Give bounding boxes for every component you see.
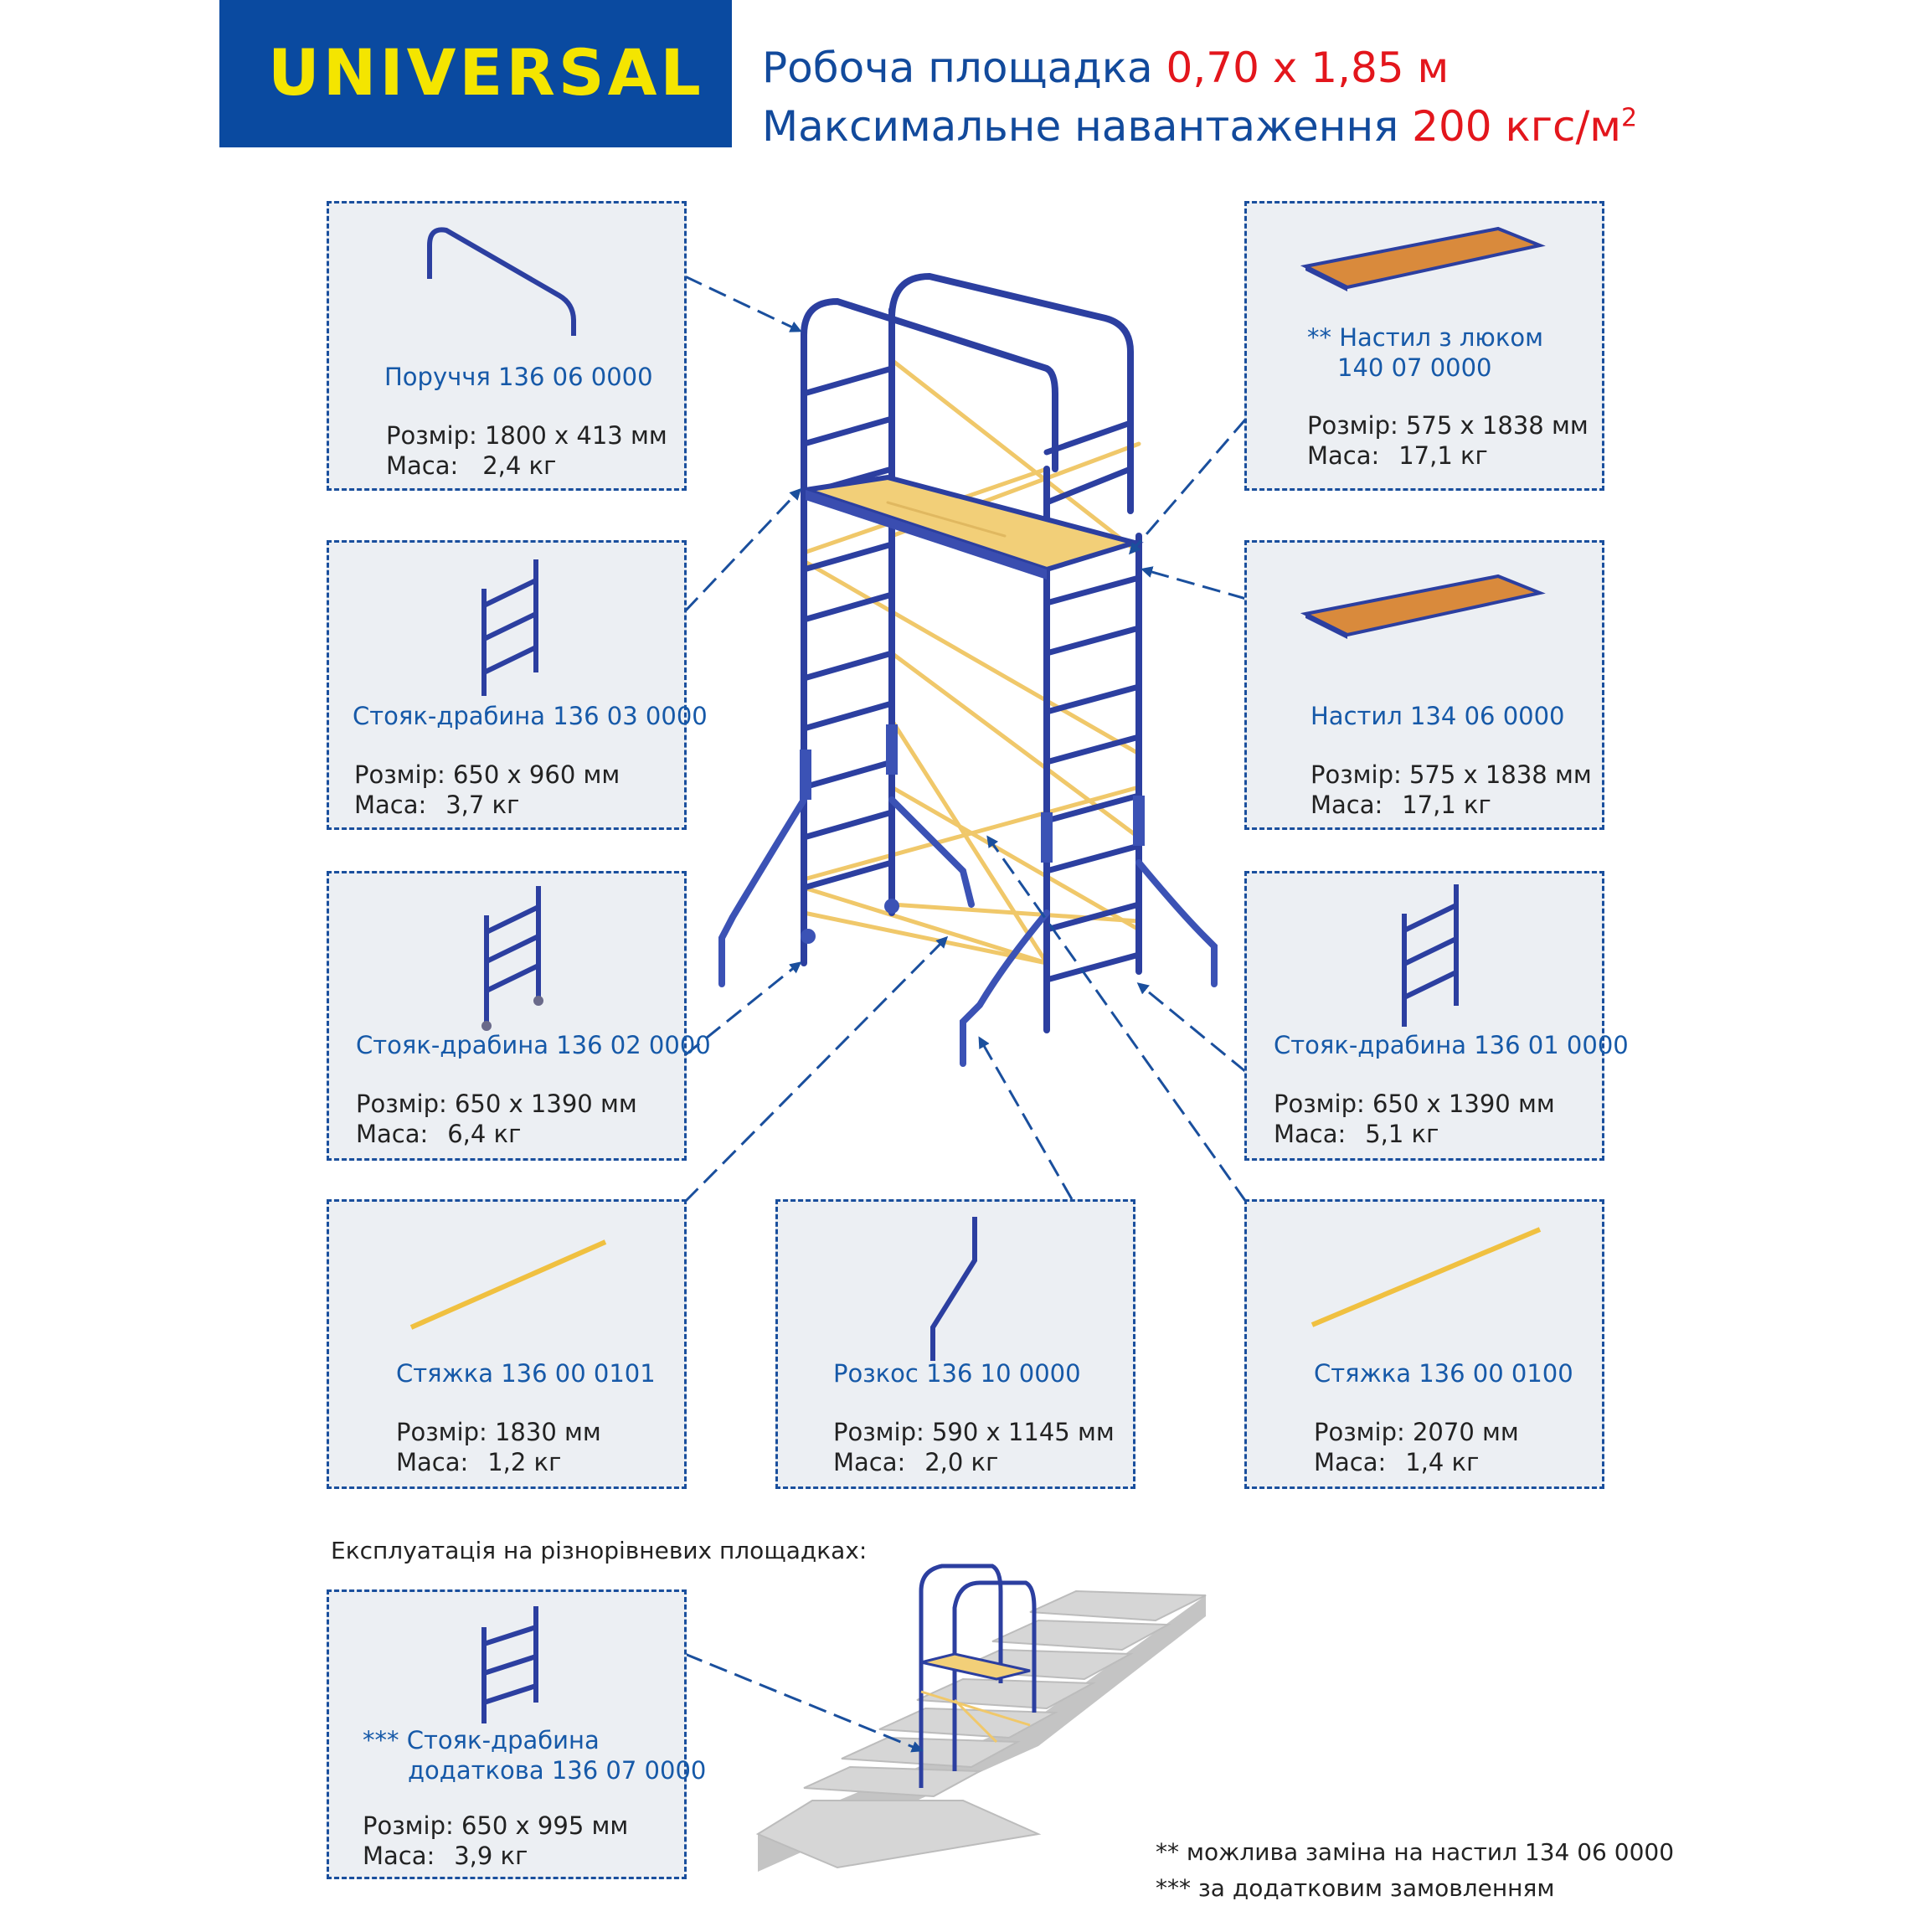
deck-hatch-thumbnail — [1297, 224, 1548, 300]
part-card-ladder-136-01 — [1244, 871, 1629, 1161]
ladder-03-thumbnail — [476, 555, 551, 698]
ladder-02-name: Стояк-драбина 136 02 0000 — [356, 1031, 711, 1059]
ladder-01-name: Стояк-драбина 136 01 0000 — [1274, 1031, 1629, 1059]
deck-size: Розмір: 575 x 1838 мм — [1311, 760, 1592, 789]
deck-hatch-size: Розмір: 575 x 1838 мм — [1307, 411, 1589, 440]
brace-mass: Маса: 2,0 кг — [833, 1448, 999, 1476]
deck-hatch-name-2: 140 07 0000 — [1337, 353, 1492, 382]
ladder-07-thumbnail — [476, 1602, 551, 1728]
brand-name: UNIVERSAL — [268, 35, 704, 110]
tie-0100-mass: Маса: 1,4 кг — [1314, 1448, 1480, 1476]
part-card-deck — [1244, 540, 1604, 830]
max-load-label: Максимальне навантаження — [762, 102, 1399, 151]
footnote-deck-replacement: ** можлива заміна на настил 134 06 0000 — [1156, 1838, 1675, 1866]
brace-name: Розкос 136 10 0000 — [833, 1359, 1081, 1388]
part-card-handrail — [327, 201, 687, 491]
deck-thumbnail — [1297, 572, 1548, 647]
part-card-ladder-136-07 — [327, 1589, 707, 1879]
brace-size: Розмір: 590 x 1145 мм — [833, 1418, 1115, 1446]
ladder-03-name: Стояк-драбина 136 03 0000 — [353, 702, 708, 730]
scaffold-tower — [722, 276, 1214, 1064]
handrail-name: Поруччя 136 06 0000 — [384, 363, 653, 391]
deck-hatch-name-1: ** Настил з люком — [1307, 323, 1543, 352]
ladder-03-size: Розмір: 650 x 960 мм — [354, 760, 620, 789]
tie-0100-thumbnail — [1305, 1223, 1548, 1332]
ladder-02-mass: Маса: 6,4 кг — [356, 1120, 522, 1148]
handrail-size: Розмір: 1800 x 413 мм — [386, 421, 667, 450]
ladder-02-size: Розмір: 650 x 1390 мм — [356, 1090, 637, 1118]
uneven-surfaces-caption: Експлуатація на різнорівневих площадках: — [331, 1537, 868, 1564]
ladder-02-thumbnail — [478, 882, 554, 1033]
ladder-01-thumbnail — [1396, 880, 1471, 1031]
ladder-01-mass: Маса: 5,1 кг — [1274, 1120, 1439, 1148]
footnote-extra-order: *** за додатковим замовленням — [1156, 1874, 1555, 1902]
deck-hatch-mass: Маса: 17,1 кг — [1307, 441, 1488, 470]
part-card-brace — [775, 1199, 1135, 1489]
handrail-thumbnail — [421, 220, 580, 337]
tie-0100-name: Стяжка 136 00 0100 — [1314, 1359, 1573, 1388]
part-card-tie-0101 — [327, 1199, 687, 1489]
part-card-ladder-136-03 — [327, 540, 708, 830]
platform-label: Робоча площадка — [762, 44, 1153, 92]
part-card-ladder-136-02 — [327, 871, 711, 1161]
tie-0101-mass: Маса: 1,2 кг — [396, 1448, 562, 1476]
tie-0101-size: Розмір: 1830 мм — [396, 1418, 601, 1446]
handrail-mass: Маса: 2,4 кг — [386, 451, 557, 480]
ladder-07-name-1: *** Стояк-драбина — [363, 1726, 600, 1754]
ladder-07-size: Розмір: 650 x 995 мм — [363, 1811, 629, 1840]
ladder-01-size: Розмір: 650 x 1390 мм — [1274, 1090, 1555, 1118]
deck-mass: Маса: 17,1 кг — [1311, 791, 1491, 819]
part-card-tie-0100 — [1244, 1199, 1604, 1489]
tie-0100-size: Розмір: 2070 мм — [1314, 1418, 1519, 1446]
tie-0101-thumbnail — [404, 1235, 614, 1336]
platform-value: 0,70 x 1,85 м — [1166, 44, 1450, 92]
part-card-deck-hatch — [1244, 201, 1604, 491]
ladder-07-mass: Маса: 3,9 кг — [363, 1842, 528, 1870]
brace-thumbnail — [924, 1210, 991, 1361]
max-load-value: 200 кгс/$м^2$ — [1412, 102, 1638, 151]
ladder-03-mass: Маса: 3,7 кг — [354, 791, 520, 819]
deck-name: Настил 134 06 0000 — [1311, 702, 1565, 730]
tie-0101-name: Стяжка 136 00 0101 — [396, 1359, 656, 1388]
ladder-07-name-2: додаткова 136 07 0000 — [408, 1756, 707, 1785]
stairs-scene — [758, 1566, 1206, 1872]
